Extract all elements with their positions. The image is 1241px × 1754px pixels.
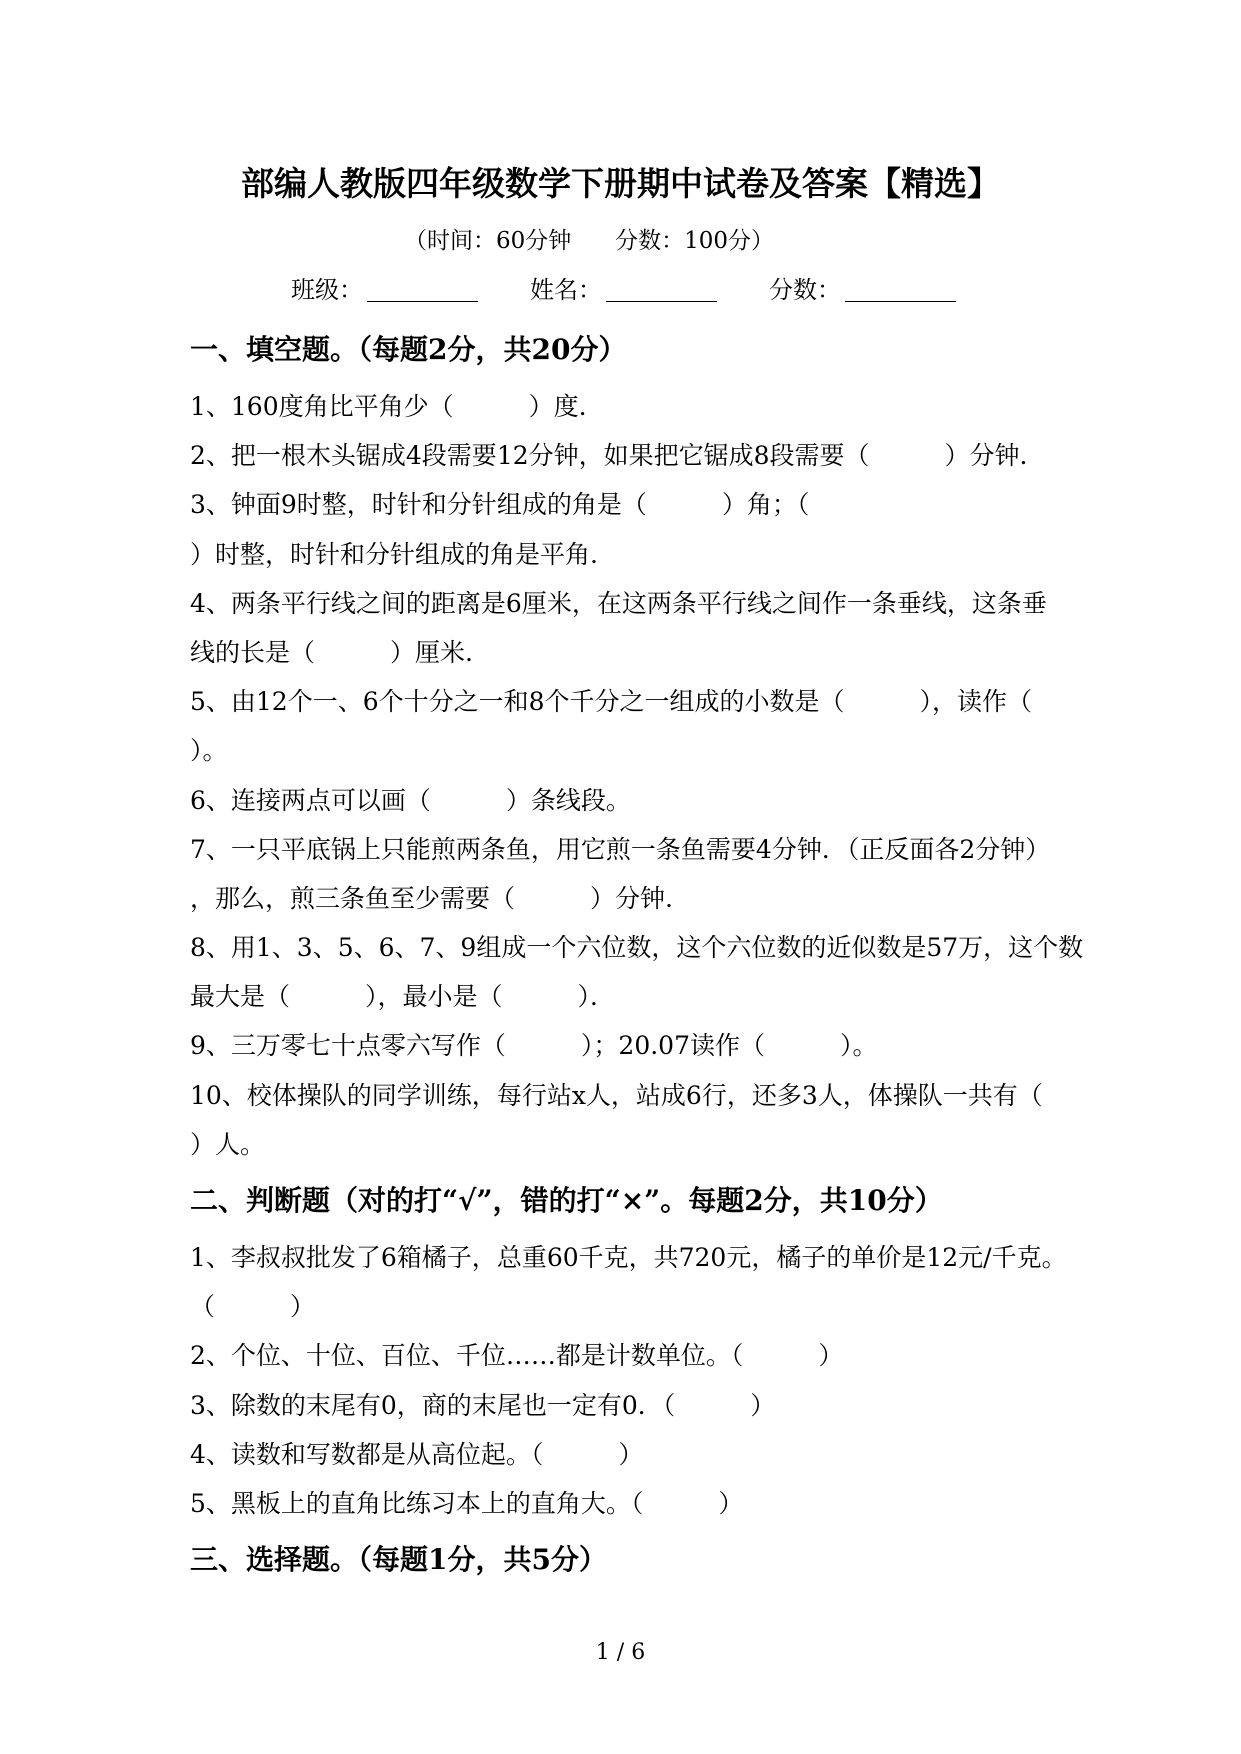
info-field-score xyxy=(769,272,956,308)
question-line: 最大是（ ），最小是（ ）． xyxy=(190,982,616,1012)
question-line: 8、用1、3、5、6、7、9组成一个六位数，这个六位数的近似数是57万，这个数 xyxy=(190,933,1084,963)
question-line: 5、由12个一、6个十分之一和8个千分之一组成的小数是（ ），读作（ xyxy=(190,687,1033,717)
true-false-question-3 xyxy=(190,1381,1220,1430)
info-field-name xyxy=(530,272,717,308)
question-line: 10、校体操队的同学训练，每行站x人，站成6行，还多3人，体操队一共有（ xyxy=(190,1080,1043,1110)
question-line: ）人。 xyxy=(190,1129,266,1159)
question-1 xyxy=(190,382,1220,431)
document-title: 部编人教版四年级数学下册期中试卷及答案【精选】 xyxy=(241,164,1000,203)
question-line: 2、个位、十位、百位、千位……都是计数单位。（ ） xyxy=(190,1341,844,1371)
info-field-class xyxy=(291,272,478,308)
question-line: 3、钟面9时整，时针和分针组成的角是（ ）角；（ xyxy=(190,490,810,520)
section-fill-in-blank xyxy=(190,318,1220,1169)
question-line: 4、读数和写数都是从高位起。（ ） xyxy=(190,1439,644,1469)
question-9 xyxy=(190,1021,1220,1070)
exam-time-and-score: （时间：60分钟 分数：100分） xyxy=(404,228,775,254)
page-number: 1 / 6 xyxy=(595,1640,646,1665)
section-multiple-choice xyxy=(190,1528,1220,1592)
question-line: ）时整，时针和分针组成的角是平角. xyxy=(190,539,598,569)
question-line: 6、连接两点可以画（ ）条线段。 xyxy=(190,785,631,815)
question-7 xyxy=(190,825,1220,923)
question-line: 1、160度角比平角少（ ）度. xyxy=(190,392,587,421)
question-line: 线的长是（ ）厘米. xyxy=(190,637,473,667)
question-4 xyxy=(190,579,1220,677)
question-2 xyxy=(190,431,1220,480)
class-blank-line xyxy=(367,301,478,302)
question-line: 5、黑板上的直角比练习本上的直角大。（ ） xyxy=(190,1488,744,1518)
section-heading: 三、选择题。（每题1分，共5分） xyxy=(190,1543,607,1577)
question-8 xyxy=(190,923,1220,1021)
question-line: 3、除数的末尾有0，商的末尾也一定有0．（ ） xyxy=(190,1390,776,1420)
question-6 xyxy=(190,776,1220,825)
true-false-question-1 xyxy=(190,1233,1220,1331)
name-blank-line xyxy=(606,301,717,302)
question-line: ，那么，煎三条鱼至少需要（ ）分钟. xyxy=(190,883,673,913)
info-label: 分数： xyxy=(769,276,841,304)
question-line: 7、一只平底锅上只能煎两条鱼，用它煎一条鱼需要4分钟．（正反面各2分钟） xyxy=(190,834,1051,864)
question-5 xyxy=(190,677,1220,775)
question-line: （ ） xyxy=(190,1292,316,1322)
question-line: ）。 xyxy=(190,736,228,766)
score-blank-line xyxy=(845,301,956,302)
question-line: 2、把一根木头锯成4段需要12分钟，如果把它锯成8段需要（ ）分钟. xyxy=(190,441,1028,471)
info-label: 班级： xyxy=(291,276,363,304)
section-heading: 二、判断题（对的打“√”，错的打“×”。每题2分，共10分） xyxy=(190,1184,943,1217)
question-line: 9、三万零七十点零六写作（ ）；20.07读作（ ）。 xyxy=(190,1031,878,1061)
info-label: 姓名： xyxy=(530,276,602,304)
true-false-question-2 xyxy=(190,1331,1220,1380)
exam-content xyxy=(190,318,1220,1592)
true-false-question-5 xyxy=(190,1479,1220,1528)
section-true-false xyxy=(190,1169,1220,1528)
question-line: 1、李叔叔批发了6箱橘子，总重60千克，共720元，橘子的单价是12元/千克。 xyxy=(190,1243,1067,1272)
true-false-question-4 xyxy=(190,1430,1220,1479)
section-heading: 一、填空题。（每题2分，共20分） xyxy=(190,333,627,366)
student-info-row xyxy=(291,272,1008,308)
question-10 xyxy=(190,1071,1220,1169)
question-3 xyxy=(190,480,1220,578)
question-line: 4、两条平行线之间的距离是6厘米，在这两条平行线之间作一条垂线，这条垂 xyxy=(190,588,1047,618)
